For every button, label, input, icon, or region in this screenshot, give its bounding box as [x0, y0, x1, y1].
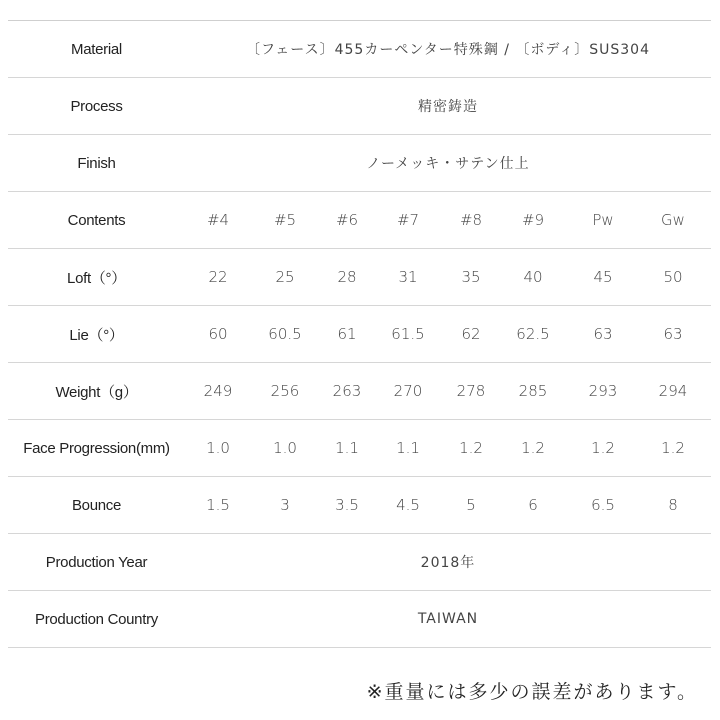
table-cell: 60.5 — [268, 325, 302, 343]
table-cell: 1.2 — [459, 439, 483, 457]
row-label-face-progression: Face Progression(mm) — [23, 439, 170, 457]
weight-disclaimer-note: ※重量には多少の誤差があります。 — [366, 681, 698, 703]
table-cell: 1.1 — [335, 439, 359, 457]
table-cell: 4.5 — [396, 496, 420, 514]
table-cell: #8 — [459, 211, 483, 229]
table-cell: 6 — [528, 496, 538, 514]
row-label-process: Process — [70, 97, 123, 115]
table-cell: 263 — [332, 382, 362, 400]
table-cell: 63 — [663, 325, 683, 343]
row-cells-weight — [185, 382, 711, 400]
table-row-finish — [8, 135, 711, 192]
table-cell: 45 — [593, 268, 613, 286]
table-cell: #7 — [396, 211, 420, 229]
row-value-production-year: 2018年 — [420, 555, 476, 571]
table-cell: 62.5 — [516, 325, 550, 343]
table-cell: Gw — [661, 211, 685, 229]
row-value-production-country: TAIWAN — [417, 611, 479, 627]
table-row-production-country — [8, 591, 711, 648]
spec-table — [8, 20, 711, 648]
table-cell: 5 — [466, 496, 476, 514]
table-row-face-progression — [8, 420, 711, 477]
row-label-lie: Lie（°） — [69, 326, 124, 344]
table-cell: 25 — [275, 268, 295, 286]
row-value-process: 精密鋳造 — [418, 99, 478, 115]
row-value-finish: ノーメッキ・サテン仕上 — [366, 156, 530, 172]
table-cell: 270 — [393, 382, 423, 400]
table-cell: #6 — [335, 211, 359, 229]
table-cell: Pw — [592, 211, 614, 229]
table-cell: 61.5 — [391, 325, 425, 343]
table-cell: 62 — [461, 325, 481, 343]
table-cell: 1.1 — [396, 439, 420, 457]
table-row-loft — [8, 249, 711, 306]
row-label-production-country: Production Country — [34, 610, 158, 628]
table-row-lie — [8, 306, 711, 363]
table-cell: 40 — [523, 268, 543, 286]
table-cell: 3 — [280, 496, 290, 514]
table-cell: 50 — [663, 268, 683, 286]
table-row-material — [8, 21, 711, 78]
row-label-finish: Finish — [77, 154, 116, 172]
table-cell: 249 — [203, 382, 233, 400]
table-cell: 1.0 — [206, 439, 230, 457]
table-cell: 278 — [456, 382, 486, 400]
row-label-material: Material — [71, 40, 122, 58]
table-cell: 294 — [658, 382, 688, 400]
table-cell: 1.0 — [273, 439, 297, 457]
table-cell: 3.5 — [335, 496, 359, 514]
row-cells-face-progression — [185, 439, 711, 457]
table-cell: 285 — [518, 382, 548, 400]
row-label-contents: Contents — [67, 211, 126, 229]
table-cell: 6.5 — [591, 496, 615, 514]
table-cell: 61 — [337, 325, 357, 343]
table-row-production-year — [8, 534, 711, 591]
table-cell: #9 — [521, 211, 545, 229]
row-label-weight: Weight（g） — [55, 383, 138, 401]
table-cell: 1.5 — [206, 496, 230, 514]
table-cell: #4 — [206, 211, 230, 229]
table-row-contents — [8, 192, 711, 249]
table-cell: 31 — [398, 268, 418, 286]
table-row-bounce — [8, 477, 711, 534]
row-label-bounce: Bounce — [71, 496, 122, 514]
table-row-weight — [8, 363, 711, 420]
table-cell: 35 — [461, 268, 481, 286]
table-cell: 293 — [588, 382, 618, 400]
table-cell: 256 — [270, 382, 300, 400]
row-label-production-year: Production Year — [45, 553, 148, 571]
row-value-material: 〔フェース〕455カーペンター特殊鋼 / 〔ボディ〕SUS304 — [246, 42, 650, 58]
table-cell: 22 — [208, 268, 228, 286]
row-label-loft: Loft（°） — [67, 269, 126, 287]
table-cell: 60 — [208, 325, 228, 343]
row-cells-lie — [185, 325, 711, 343]
row-cells-contents — [185, 211, 711, 229]
row-cells-bounce — [185, 496, 711, 514]
table-row-process — [8, 78, 711, 135]
table-cell: 63 — [593, 325, 613, 343]
table-cell: 28 — [337, 268, 357, 286]
table-cell: 1.2 — [521, 439, 545, 457]
table-cell: 1.2 — [591, 439, 615, 457]
table-cell: 1.2 — [661, 439, 685, 457]
table-cell: 8 — [668, 496, 678, 514]
table-cell: #5 — [273, 211, 297, 229]
row-cells-loft — [185, 268, 711, 286]
